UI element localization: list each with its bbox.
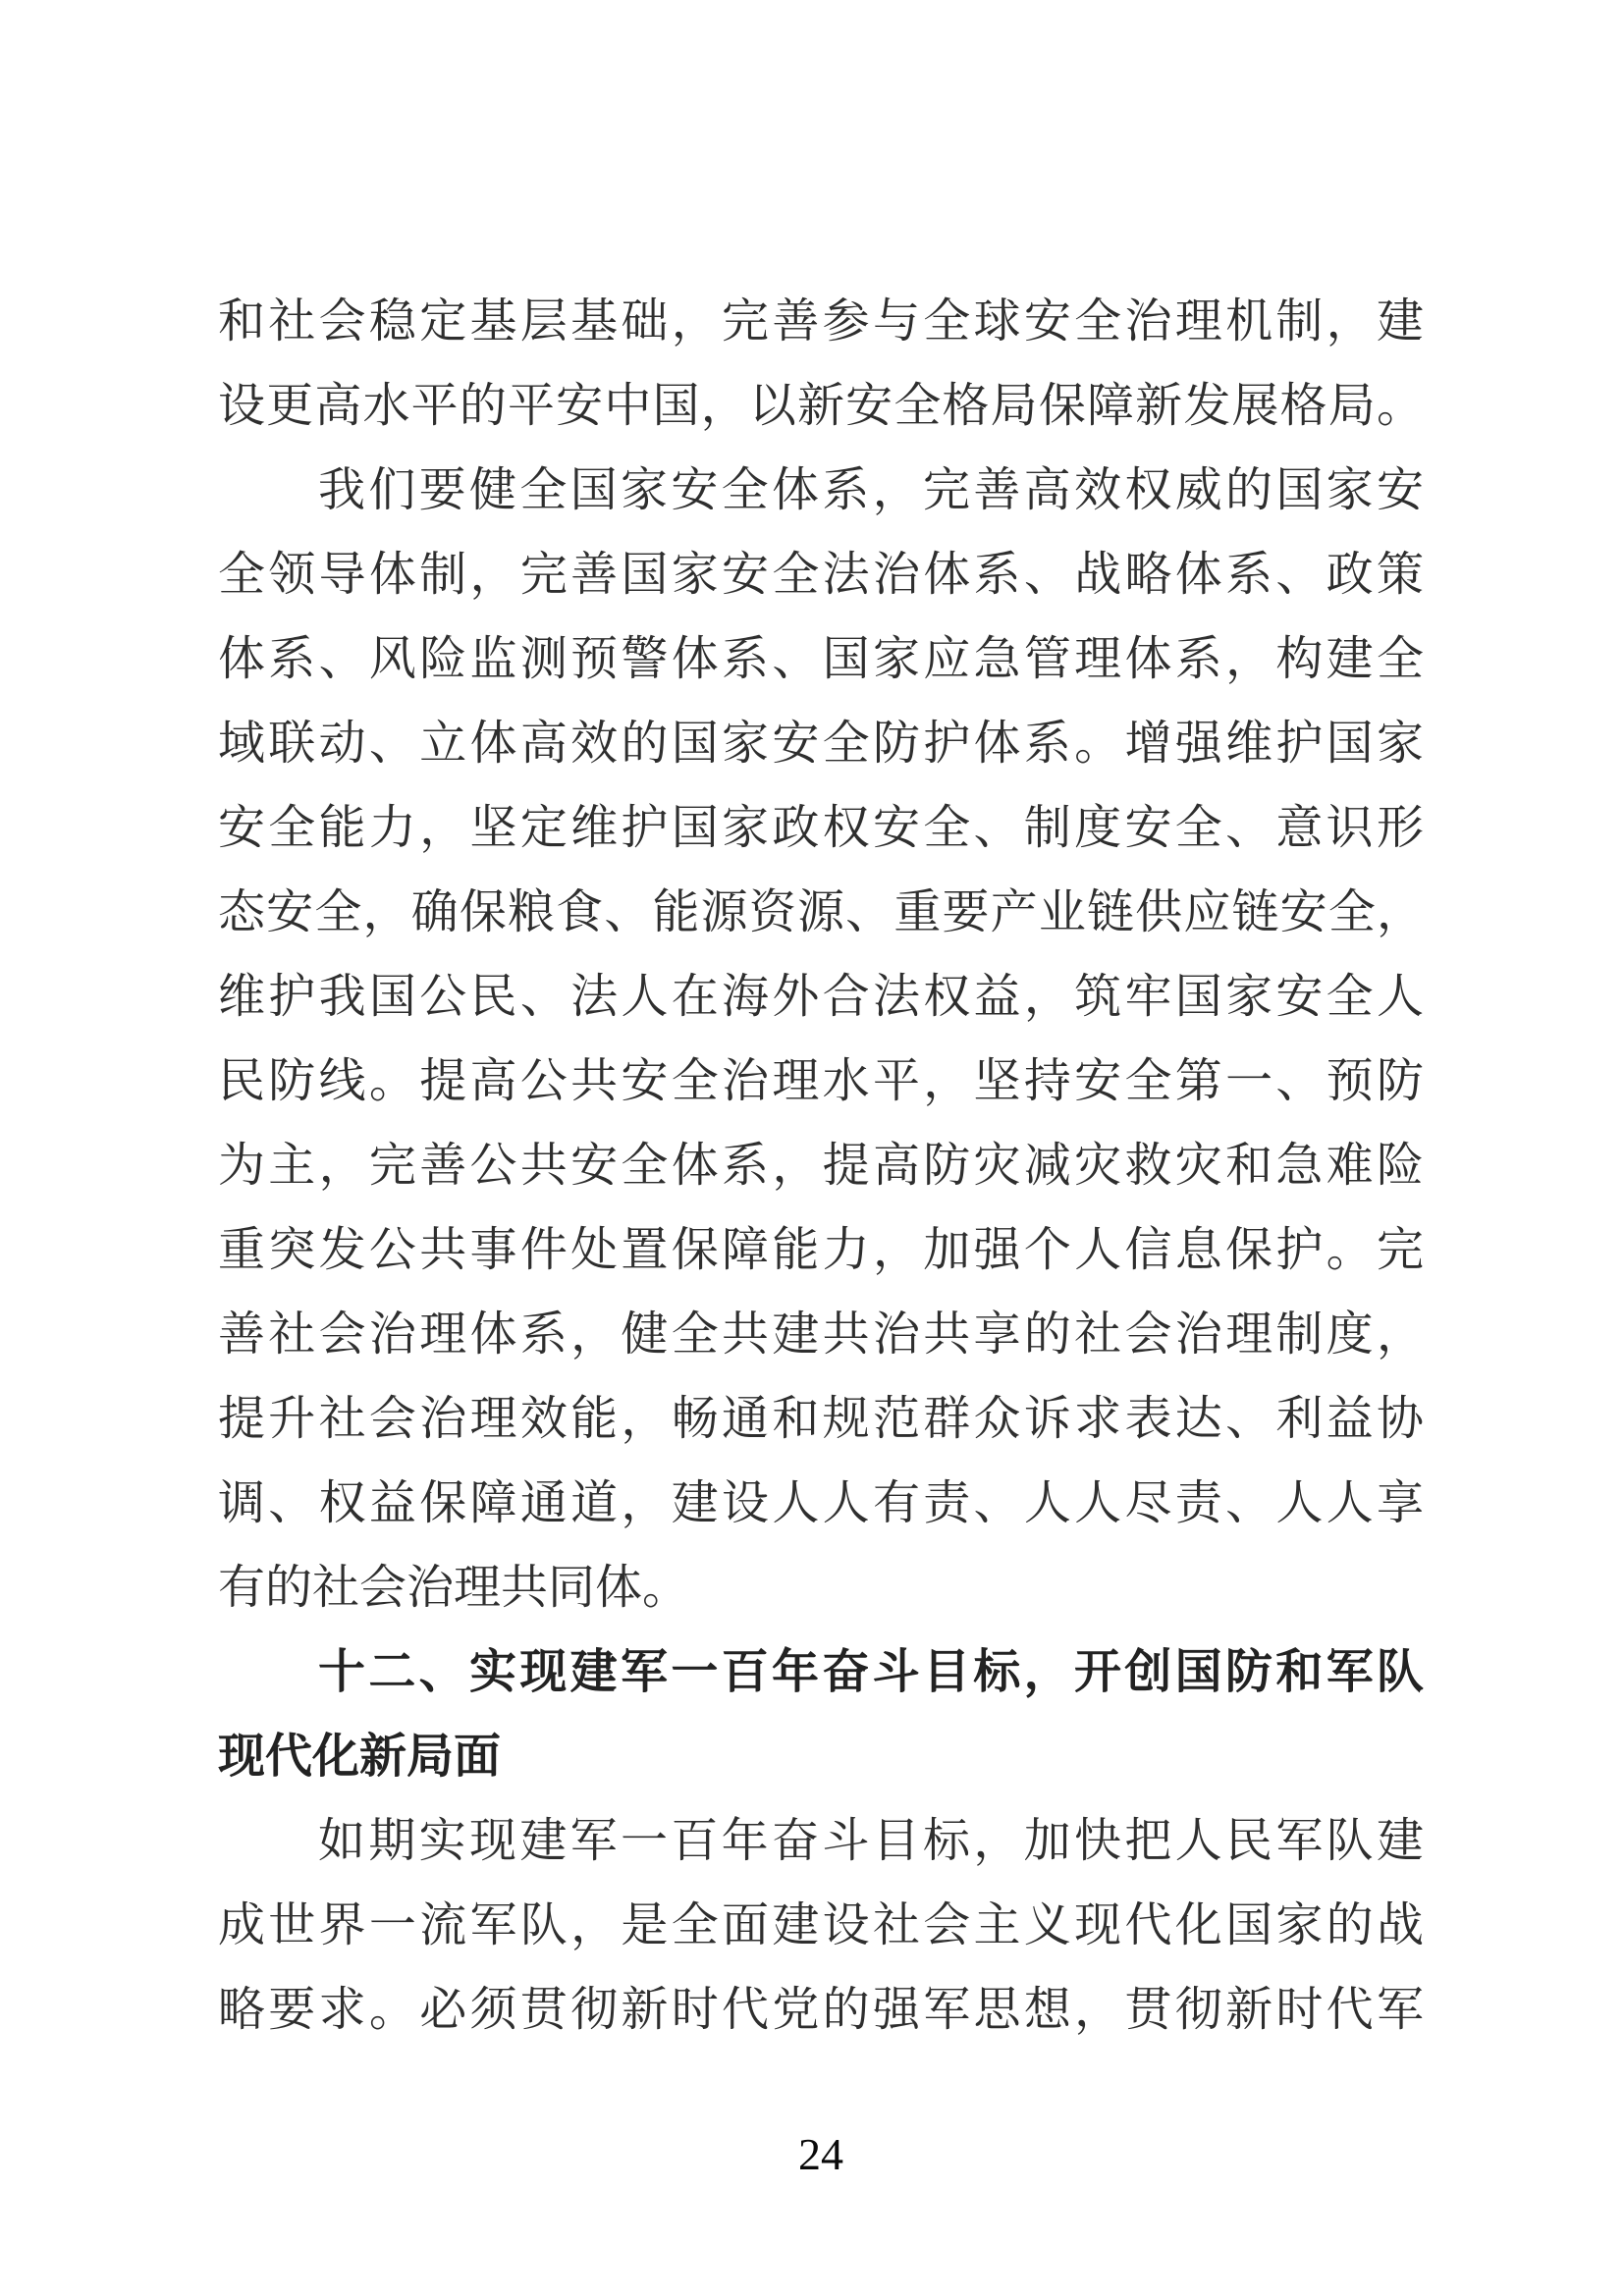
body-line: 如期实现建军一百年奋斗目标，加快把人民军队建 (318, 1815, 1424, 1867)
body-line: 全领导体制，完善国家安全法治体系、战略体系、政策 (218, 549, 1424, 601)
body-line: 民防线。提高公共安全治理水平，坚持安全第一、预防 (218, 1055, 1424, 1107)
section-heading-line: 十二、实现建军一百年奋斗目标，开创国防和军队 (318, 1646, 1424, 1698)
body-line: 有的社会治理共同体。 (218, 1562, 690, 1614)
body-line: 态安全，确保粮食、能源资源、重要产业链供应链安全， (218, 886, 1424, 938)
body-line: 维护我国公民、法人在海外合法权益，筑牢国家安全人 (218, 971, 1424, 1023)
body-line: 体系、风险监测预警体系、国家应急管理体系，构建全 (218, 633, 1424, 685)
text-block (218, 280, 1424, 2053)
body-line: 设更高水平的平安中国，以新安全格局保障新发展格局。 (218, 380, 1424, 432)
body-line: 调、权益保障通道，建设人人有责、人人尽责、人人享 (218, 1477, 1424, 1529)
body-line: 域联动、立体高效的国家安全防护体系。增强维护国家 (218, 718, 1424, 770)
body-line: 重突发公共事件处置保障能力，加强个人信息保护。完 (218, 1224, 1424, 1276)
body-line: 略要求。必须贯彻新时代党的强军思想，贯彻新时代军 (218, 1984, 1424, 2036)
section-heading-line: 现代化新局面 (218, 1731, 502, 1783)
body-line: 提升社会治理效能，畅通和规范群众诉求表达、利益协 (218, 1393, 1424, 1445)
body-line: 为主，完善公共安全体系，提高防灾减灾救灾和急难险 (218, 1140, 1424, 1192)
body-line: 善社会治理体系，健全共建共治共享的社会治理制度， (218, 1308, 1424, 1361)
body-line: 和社会稳定基层基础，完善参与全球安全治理机制，建 (218, 295, 1424, 347)
body-line: 安全能力，坚定维护国家政权安全、制度安全、意识形 (218, 802, 1424, 854)
body-line: 成世界一流军队，是全面建设社会主义现代化国家的战 (218, 1899, 1424, 1951)
body-line: 我们要健全国家安全体系，完善高效权威的国家安 (318, 464, 1424, 516)
page-number: 24 (798, 2129, 843, 2179)
